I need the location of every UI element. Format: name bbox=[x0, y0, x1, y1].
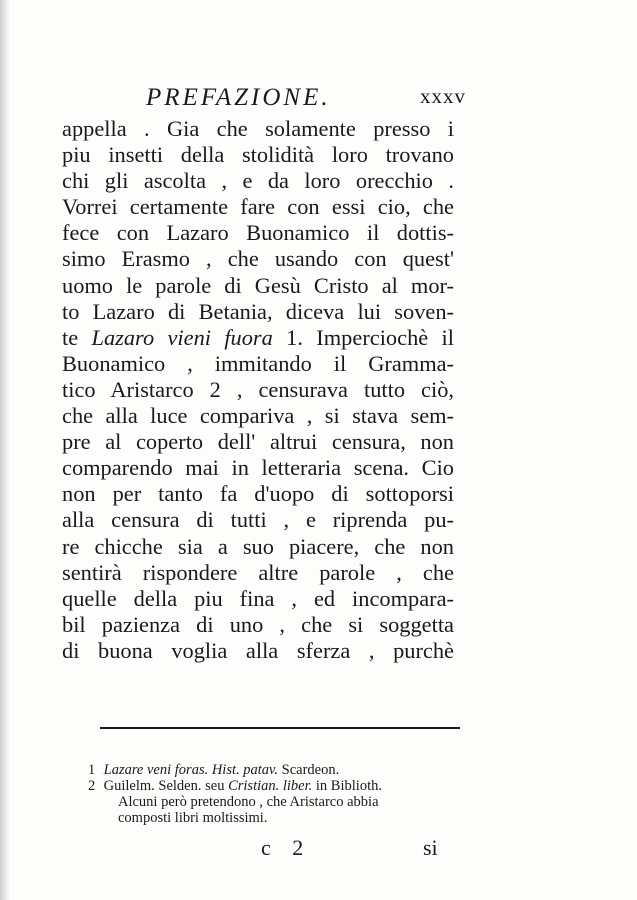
text-line: sentirà rispondere altre parole , che bbox=[62, 559, 454, 585]
text-line: bil pazienza di uno , che si soggetta bbox=[62, 611, 454, 637]
text-line: chi gli ascolta , e da loro orecchio . bbox=[62, 168, 454, 194]
text-line: Vorrei certamente fare con essi cio, che bbox=[62, 194, 454, 220]
text-line: alla censura di tutti , e riprenda pu- bbox=[62, 507, 454, 533]
footnote-2-continued: composti libri moltissimi. bbox=[118, 810, 268, 826]
page-number: xxxv bbox=[420, 84, 466, 108]
footnote-number: 2 bbox=[88, 778, 96, 794]
text-line: Buonamico , immitando il Gramma- bbox=[62, 350, 454, 376]
footnote-2-continued: Alcuni però pretendono , che Aristarco abbia bbox=[118, 794, 379, 810]
text-line: to Lazaro di Betania, diceva lui soven- bbox=[62, 298, 454, 324]
footnote-italic: Lazare veni foras. Hist. patav. bbox=[103, 762, 279, 778]
text-line: appella . Gia che solamente presso i bbox=[62, 116, 454, 141]
text-line: tico Aristarco 2 , censurava tutto ciò, bbox=[62, 376, 454, 402]
footnote-text: Scardeon. bbox=[278, 762, 340, 778]
catchword: si bbox=[423, 835, 438, 860]
body-text bbox=[62, 116, 454, 664]
text-fragment: te bbox=[62, 324, 92, 350]
text-line bbox=[62, 325, 454, 351]
text-line: piu insetti della stolidità loro trovano bbox=[62, 142, 454, 168]
footnotes bbox=[88, 762, 458, 826]
footnote-1 bbox=[88, 762, 458, 778]
footnote-text: Guilelm. Selden. seu bbox=[103, 778, 229, 794]
text-line: quelle della piu fina , ed incompara- bbox=[62, 585, 454, 611]
text-line: re chicche sia a suo piacere, che non bbox=[62, 533, 454, 559]
footnote-rule bbox=[100, 727, 460, 729]
running-head bbox=[146, 84, 466, 116]
text-line: uomo le parole di Gesù Cristo al mor- bbox=[62, 272, 454, 298]
text-fragment: 1. Imperciochè il bbox=[272, 324, 454, 350]
text-line: che alla luce compariva , si stava sem- bbox=[62, 403, 454, 429]
text-line: di buona voglia alla sferza , purchè bbox=[62, 637, 454, 663]
footnote-text: in Biblioth. bbox=[312, 778, 382, 794]
running-title: PREFAZIONE. bbox=[146, 84, 331, 111]
text-line: non per tanto fa d'uopo di sottoporsi bbox=[62, 481, 454, 507]
text-line: fece con Lazaro Buonamico il dottis- bbox=[62, 220, 454, 246]
page-gutter-shadow bbox=[0, 0, 10, 900]
footnote-2 bbox=[88, 778, 458, 794]
text-line: pre al coperto dell' altrui censura, non bbox=[62, 429, 454, 455]
footnote-italic: Cristian. liber. bbox=[228, 778, 313, 794]
text-line: comparendo mai in letteraria scena. Cio bbox=[62, 455, 454, 481]
italic-fragment: Lazaro vieni fuora bbox=[91, 324, 273, 350]
footnote-number: 1 bbox=[88, 762, 96, 778]
signature-mark: c 2 bbox=[261, 835, 312, 860]
text-line: simo Erasmo , che usando con quest' bbox=[62, 246, 454, 272]
